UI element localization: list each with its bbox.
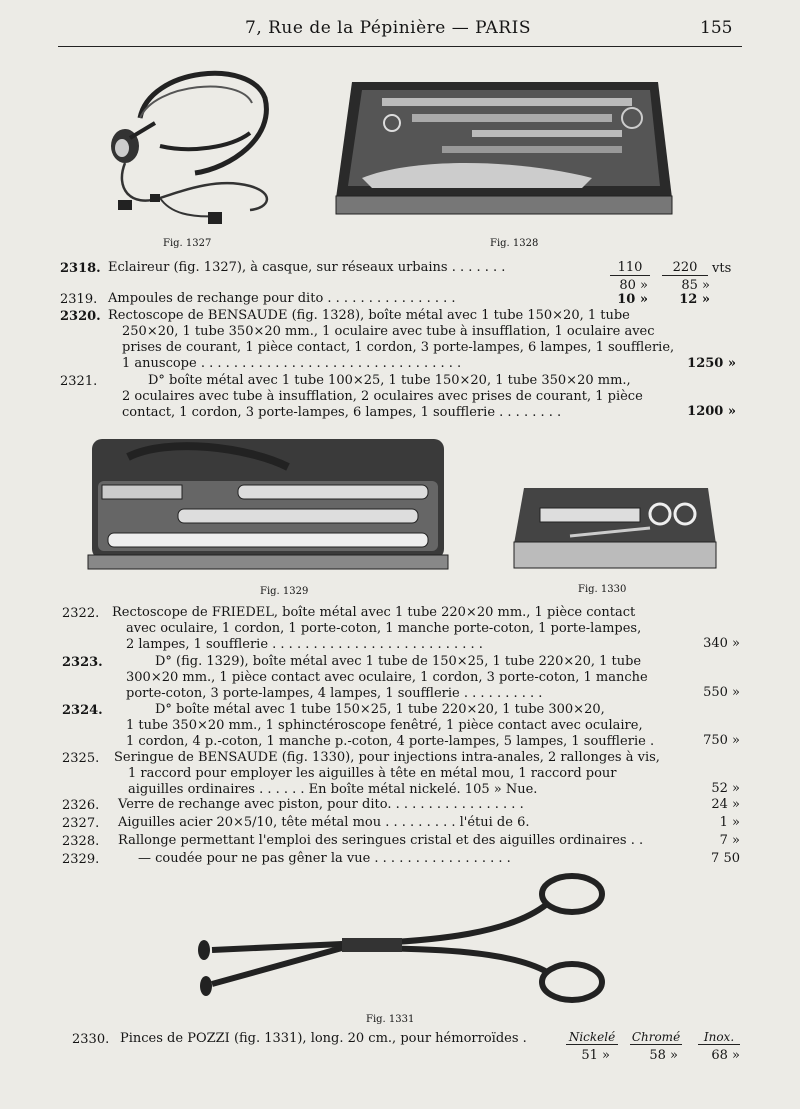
entry-2329-number: 2329.: [62, 852, 100, 867]
entry-2324-line-3: 1 cordon, 4 p.-coton, 1 manche p.-coton, 4 porte-lampes, 5 lampes, 1 soufflerie .: [126, 734, 655, 749]
entry-2329-text: — coudée pour ne pas gêner la vue . . . . . . . . . . . . . . . . .: [138, 851, 511, 866]
figure-caption-1330: Fig. 1330: [578, 584, 627, 595]
entry-2326-price: 24 »: [711, 797, 740, 812]
entry-2330-price-inox: 68 »: [711, 1048, 740, 1063]
pozzi-forceps-illustration: [192, 872, 612, 1012]
entry-2318-text: Eclaireur (fig. 1327), à casque, sur réseaux urbains . . . . . . .: [108, 260, 506, 275]
entry-2330-price-chrome: 58 »: [649, 1048, 678, 1063]
figure-caption-1328: Fig. 1328: [490, 238, 539, 249]
entry-2323-line-2: 300×20 mm., 1 pièce contact avec oculaire, 1 cordon, 3 porte-coton, 1 manche: [126, 670, 648, 685]
entry-2328-number: 2328.: [62, 834, 100, 849]
syringe-box-illustration: [510, 486, 718, 572]
entry-2326-text: Verre de rechange avec piston, pour dito. . . . . . . . . . . . . . . . .: [118, 797, 524, 812]
entry-2329-price: 7 50: [711, 851, 740, 866]
entry-2318-unit: vts: [712, 261, 732, 276]
entry-2323-line-3: porte-coton, 3 porte-lampes, 4 lampes, 1 soufflerie . . . . . . . . . .: [126, 686, 543, 701]
entry-2323-price: 550 »: [703, 685, 740, 700]
entry-2320-line-4: 1 anuscope . . . . . . . . . . . . . . . . . . . . . . . . . . . . . . . .: [122, 356, 462, 371]
entry-2321-price: 1200 »: [687, 404, 736, 419]
entry-2328-price: 7 »: [719, 833, 740, 848]
entry-2328-text: Rallonge permettant l'emploi des seringues cristal et des aiguilles ordinaires . .: [118, 833, 644, 848]
entry-2327-number: 2327.: [62, 816, 100, 831]
entry-2330-header-chrome: Chromé: [631, 1030, 681, 1044]
entry-2324-price: 750 »: [703, 733, 740, 748]
figure-caption-1327: Fig. 1327: [163, 238, 212, 249]
entry-2324-number: 2324.: [62, 703, 103, 718]
entry-2325-line-1: Seringue de BENSAUDE (fig. 1330), pour injections intra-anales, 2 rallonges à vis,: [114, 750, 660, 765]
entry-2327-text: Aiguilles acier 20×5/10, tête métal mou . . . . . . . . . l'étui de 6.: [118, 815, 530, 830]
entry-2322-line-1: Rectoscope de FRIEDEL, boîte métal avec 1 tube 220×20 mm., 1 pièce contact: [112, 605, 636, 620]
entry-2318-price-4: 85 »: [681, 278, 710, 293]
entry-2324-line-1: D° boîte métal avec 1 tube 150×25, 1 tube 220×20, 1 tube 300×20,: [155, 702, 605, 717]
rectoscope-friedel-box-illustration: [88, 437, 448, 571]
entry-2320-price: 1250 »: [687, 356, 736, 371]
entry-2321-number: 2321.: [60, 374, 98, 389]
entry-2327-price: 1 »: [719, 815, 740, 830]
page-number: 155: [700, 18, 733, 38]
entry-2320-line-2: 250×20, 1 tube 350×20 mm., 1 oculaire avec tube à insufflation, 1 oculaire avec: [122, 324, 655, 339]
entry-2325-number: 2325.: [62, 751, 100, 766]
figure-caption-1329: Fig. 1329: [260, 586, 309, 597]
entry-2321-line-3: contact, 1 cordon, 3 porte-lampes, 6 lampes, 1 soufflerie . . . . . . . .: [122, 405, 562, 420]
headlamp-illustration: [100, 58, 290, 238]
entry-2325-line-3: aiguilles ordinaires . . . . . . En boîte métal nickelé. 105 » Nue.: [128, 782, 538, 797]
entry-2330-number: 2330.: [72, 1032, 110, 1047]
entry-2322-number: 2322.: [62, 606, 100, 621]
entry-2322-line-2: avec oculaire, 1 cordon, 1 porte-coton, 1 manche porte-coton, 1 porte-lampes,: [126, 621, 642, 636]
entry-2318-number: 2318.: [60, 261, 101, 276]
rectoscope-box-illustration: [332, 78, 688, 222]
entry-2320-number: 2320.: [60, 309, 101, 324]
entry-2330-price-nickele: 51 »: [581, 1048, 610, 1063]
entry-2318-price-2: 220: [662, 260, 708, 276]
entry-2322-line-3: 2 lampes, 1 soufflerie . . . . . . . . . . . . . . . . . . . . . . . . . .: [126, 637, 483, 652]
entry-2325-price: 52 »: [711, 781, 740, 796]
entry-2321-line-1: D° boîte métal avec 1 tube 100×25, 1 tube 150×20, 1 tube 350×20 mm.,: [148, 373, 631, 388]
entry-2325-line-2: 1 raccord pour employer les aiguilles à tête en métal mou, 1 raccord pour: [128, 766, 617, 781]
entry-2318-price-3: 80 »: [619, 278, 648, 293]
entry-2323-line-1: D° (fig. 1329), boîte métal avec 1 tube de 150×25, 1 tube 220×20, 1 tube: [155, 654, 642, 669]
entry-2318-price-1: 110: [610, 260, 650, 276]
entry-2330-text: Pinces de POZZI (fig. 1331), long. 20 cm., pour hémorroïdes .: [120, 1031, 527, 1046]
entry-2319-price-1: 10 »: [617, 292, 648, 307]
figure-caption-1331: Fig. 1331: [366, 1014, 415, 1025]
entry-2324-line-2: 1 tube 350×20 mm., 1 sphinctéroscope fenêtré, 1 pièce contact avec oculaire,: [126, 718, 643, 733]
header-rule: [58, 46, 742, 47]
entry-2320-line-3: prises de courant, 1 pièce contact, 1 cordon, 3 porte-lampes, 6 lampes, 1 soufflerie,: [122, 340, 675, 355]
entry-2320-line-1: Rectoscope de BENSAUDE (fig. 1328), boîte métal avec 1 tube 150×20, 1 tube: [108, 308, 630, 323]
entry-2330-header-inox: Inox.: [698, 1030, 740, 1045]
entry-2330-header-nickele: Nickelé: [566, 1030, 618, 1045]
entry-2321-line-2: 2 oculaires avec tube à insufflation, 2 oculaires avec prises de courant, 1 pièce: [122, 389, 643, 404]
entry-2319-text: Ampoules de rechange pour dito . . . . . . . . . . . . . . . .: [108, 291, 456, 306]
entry-2319-price-2: 12 »: [679, 292, 710, 307]
entry-2326-number: 2326.: [62, 798, 100, 813]
entry-2322-price: 340 »: [703, 636, 740, 651]
entry-2319-number: 2319.: [60, 292, 98, 307]
page-header-address: 7, Rue de la Pépinière — PARIS: [245, 18, 531, 38]
entry-2323-number: 2323.: [62, 655, 103, 670]
